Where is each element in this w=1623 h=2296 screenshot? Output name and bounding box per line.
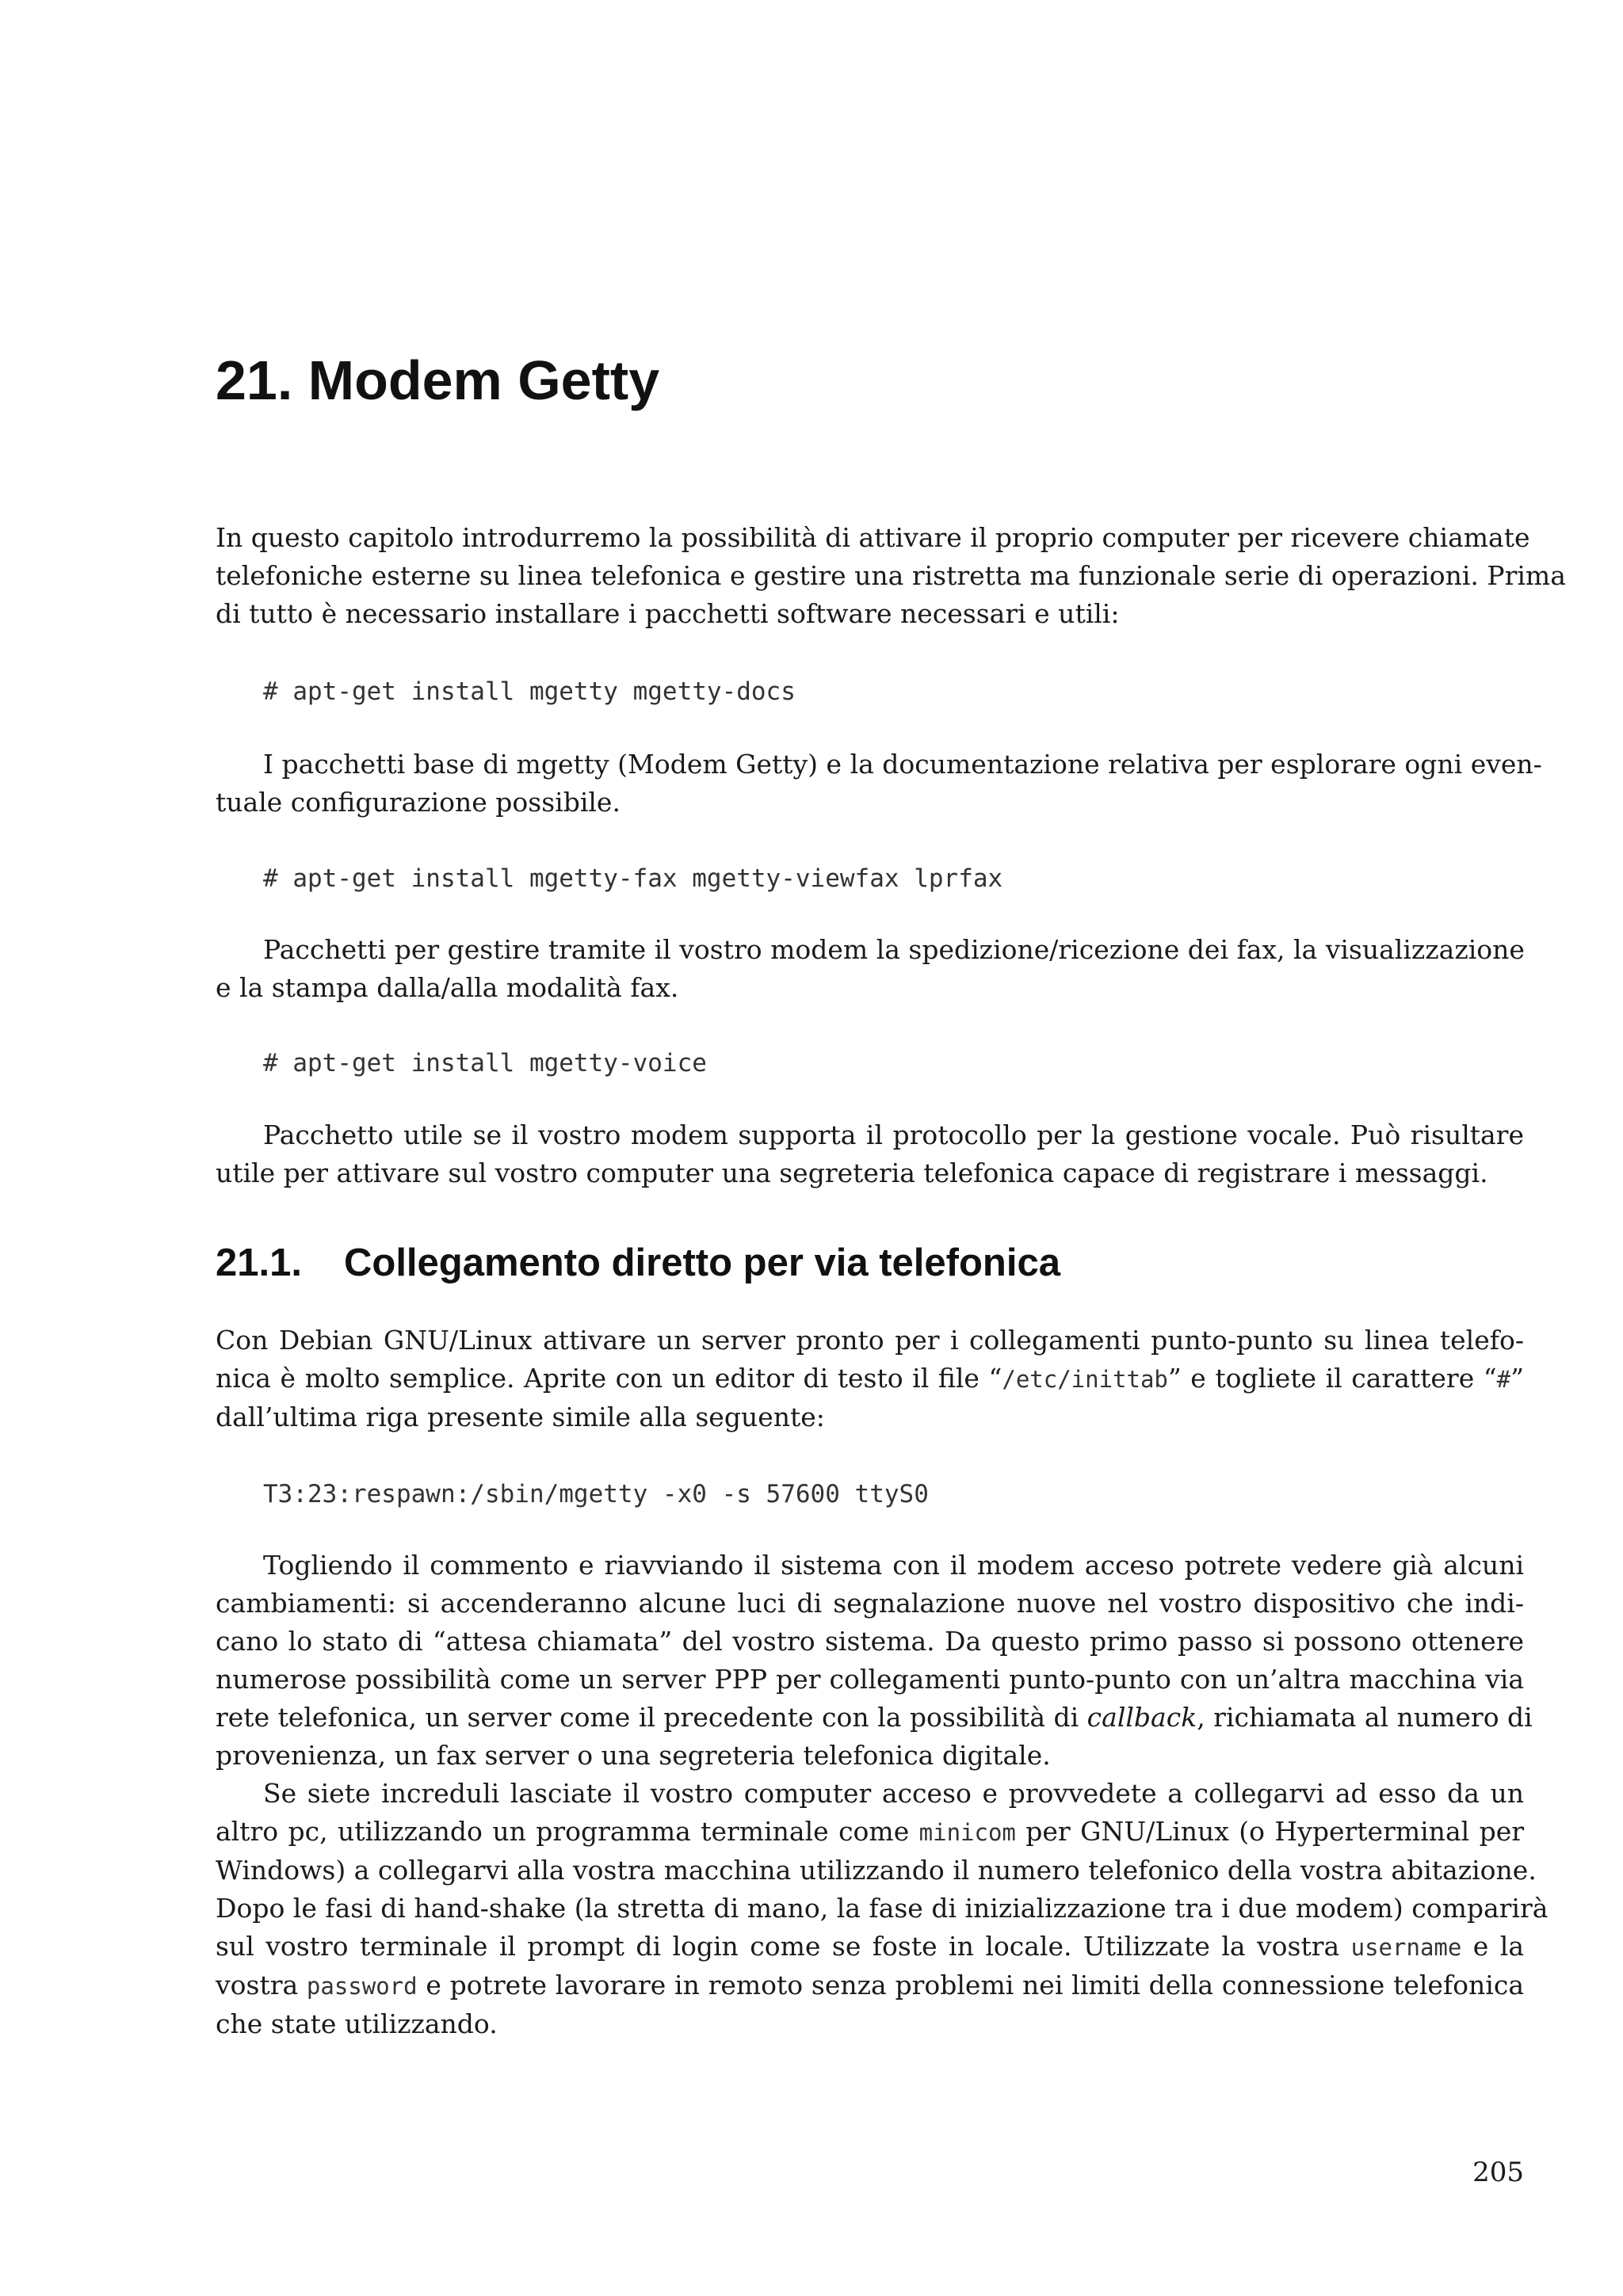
paragraph-mgetty-base <box>216 746 1542 822</box>
section-title <box>216 1237 1060 1289</box>
text-line: provenienza, un fax server o una segreteria telefonica digitale. <box>216 1740 1051 1771</box>
text-line: Togliendo il commento e riavviando il sistema con il modem acceso potrete vedere già alcuni <box>263 1550 1524 1581</box>
text-line: Pacchetti per gestire tramite il vostro modem la spedizione/ricezione dei fax, la visualizzazione <box>263 934 1525 965</box>
text-line: In questo capitolo introdurremo la possibilità di attivare il proprio computer per ricevere chiamate <box>216 522 1530 553</box>
text-span: sul vostro terminale il prompt di login come se foste in locale. Utilizzate la vostra <box>216 1931 1351 1962</box>
inline-code-char: # <box>1496 1366 1511 1393</box>
text-line: dall’ultima riga presente simile alla seguente: <box>216 1402 825 1432</box>
paragraph-voice <box>216 1116 1524 1192</box>
inline-code-file: /etc/inittab <box>1002 1366 1168 1393</box>
text-span: nica è molto semplice. Aprite con un editor di testo il file “ <box>216 1363 1002 1394</box>
text-line: telefoniche esterne su linea telefonica e gestire una ristretta ma funzionale serie di operazioni. Prima <box>216 560 1566 591</box>
paragraph-results <box>216 1547 1533 1775</box>
text-span: e la <box>1461 1931 1524 1962</box>
italic-callback: callback <box>1086 1702 1197 1733</box>
text-span: rete telefonica, un server come il precedente con la possibilità di <box>216 1702 1087 1733</box>
text-line: Con Debian GNU/Linux attivare un server pronto per i collegamenti punto-punto su linea telefo- <box>216 1325 1524 1356</box>
text-span: ” <box>1510 1363 1524 1394</box>
text-line <box>216 1928 1524 1966</box>
text-line: Pacchetto utile se il vostro modem supporta il protocollo per la gestione vocale. Può risultare <box>263 1119 1524 1150</box>
paragraph-remote-login <box>216 1775 1549 2043</box>
text-line: Dopo le fasi di hand-shake (la stretta di mano, la fase di inizializzazione tra i due modem) comparirà <box>216 1893 1549 1924</box>
inline-code-minicom: minicom <box>918 1819 1016 1846</box>
text-line: e la stampa dalla/alla modalità fax. <box>216 972 679 1003</box>
text-line: numerose possibilità come un server PPP per collegamenti punto-punto con un’altra macchina via <box>216 1664 1524 1695</box>
text-line: utile per attivare sul vostro computer una segreteria telefonica capace di registrare i messaggi. <box>216 1158 1488 1188</box>
text-line <box>216 1699 1533 1737</box>
paragraph-fax <box>216 931 1524 1007</box>
text-line <box>216 1813 1524 1852</box>
text-line: Windows) a collegarvi alla vostra macchina utilizzando il numero telefonico della vostra abitazione. <box>216 1855 1537 1886</box>
text-line: che state utilizzando. <box>216 2008 498 2039</box>
code-line-install-fax: # apt-get install mgetty-fax mgetty-viewfax lprfax <box>263 864 1003 893</box>
text-span: altro pc, utilizzando un programma terminale come <box>216 1816 919 1847</box>
code-line-install-mgetty: # apt-get install mgetty mgetty-docs <box>263 677 796 706</box>
code-line-install-voice: # apt-get install mgetty-voice <box>263 1049 707 1077</box>
text-span: , richiamata al numero di <box>1197 1702 1533 1733</box>
inline-code-password: password <box>306 1973 418 2000</box>
text-span: e potrete lavorare in remoto senza problemi nei limiti della connessione telefonica <box>417 1970 1524 2000</box>
code-line-inittab: T3:23:respawn:/sbin/mgetty -x0 -s 57600 ttyS0 <box>263 1480 929 1508</box>
text-line: Se siete increduli lasciate il vostro computer acceso e provvedete a collegarvi ad esso da un <box>263 1778 1524 1809</box>
text-line <box>216 1966 1524 2005</box>
text-line: I pacchetti base di mgetty (Modem Getty) e la documentazione relativa per esplorare ogni even- <box>263 749 1542 780</box>
text-line <box>216 1360 1524 1398</box>
section-heading: Collegamento diretto per via telefonica <box>344 1241 1060 1284</box>
text-span: ” e togliete il carattere “ <box>1167 1363 1497 1394</box>
chapter-title: 21. Modem Getty <box>216 349 660 411</box>
text-line: tuale configurazione possibile. <box>216 787 621 818</box>
section-number: 21.1. <box>216 1241 302 1284</box>
text-span: per GNU/Linux (o Hyperterminal per <box>1015 1816 1525 1847</box>
text-line: cano lo stato di “attesa chiamata” del vostro sistema. Da questo primo passo si possono ottenere <box>216 1626 1524 1657</box>
text-span: vostra <box>216 1970 307 2000</box>
paragraph-inittab <box>216 1322 1524 1436</box>
text-line: di tutto è necessario installare i pacchetti software necessari e utili: <box>216 598 1120 629</box>
inline-code-username: username <box>1350 1934 1462 1961</box>
text-line: cambiamenti: si accenderanno alcune luci di segnalazione nuove nel vostro dispositivo che indi- <box>216 1588 1524 1619</box>
page-number: 205 <box>1472 2157 1524 2188</box>
intro-paragraph <box>216 519 1566 633</box>
